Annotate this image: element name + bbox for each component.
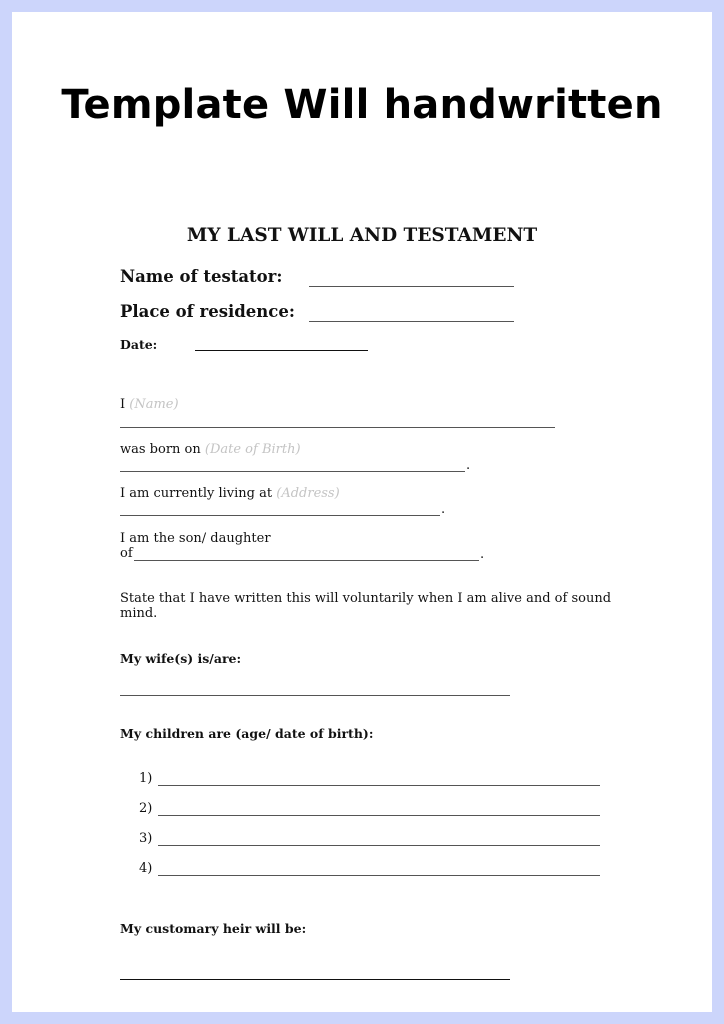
name-hint: (Name) <box>129 397 179 412</box>
child-field-2[interactable] <box>158 815 600 816</box>
address-field[interactable] <box>120 515 440 516</box>
date-of-birth-period: . <box>466 458 471 473</box>
child-number-1: 1) <box>139 771 153 786</box>
parent-name-field[interactable] <box>134 560 479 561</box>
child-number-2: 2) <box>139 801 153 816</box>
customary-heir-label: My customary heir will be: <box>120 921 307 936</box>
customary-heir-field[interactable] <box>120 979 510 980</box>
address-period: . <box>441 502 446 517</box>
document-page <box>12 12 712 1012</box>
parent-name-period: . <box>480 547 485 562</box>
child-number-3: 3) <box>139 831 153 846</box>
intro-i-label: I <box>120 397 126 412</box>
child-field-4[interactable] <box>158 875 600 876</box>
child-number-4: 4) <box>139 861 153 876</box>
name-field[interactable] <box>120 427 555 428</box>
date-field[interactable] <box>195 350 368 351</box>
name-of-testator-field[interactable] <box>309 286 514 287</box>
address-hint: (Address) <box>276 486 340 501</box>
statement-line-1: State that I have written this will voluntarily when I am alive and of sound <box>120 591 612 606</box>
children-label: My children are (age/ date of birth): <box>120 726 374 741</box>
living-label: I am currently living at <box>120 486 273 501</box>
of-label: of <box>120 546 133 561</box>
intro-born-line <box>120 442 301 457</box>
son-daughter-label: I am the son/ daughter <box>120 531 271 546</box>
child-field-1[interactable] <box>158 785 600 786</box>
statement-line-2: mind. <box>120 606 158 621</box>
wife-label: My wife(s) is/are: <box>120 651 242 666</box>
wife-field[interactable] <box>120 695 510 696</box>
intro-i-line <box>120 397 179 412</box>
date-of-birth-hint: (Date of Birth) <box>204 442 301 457</box>
place-of-residence-label: Place of residence: <box>120 302 295 321</box>
place-of-residence-field[interactable] <box>309 321 514 322</box>
page-header-title: Template Will handwritten <box>61 82 663 128</box>
date-of-birth-field[interactable] <box>120 471 465 472</box>
document-title: MY LAST WILL AND TESTAMENT <box>186 225 538 246</box>
name-of-testator-label: Name of testator: <box>120 267 283 286</box>
child-field-3[interactable] <box>158 845 600 846</box>
born-label: was born on <box>120 442 201 457</box>
intro-living-line <box>120 486 340 501</box>
date-label: Date: <box>120 337 158 352</box>
